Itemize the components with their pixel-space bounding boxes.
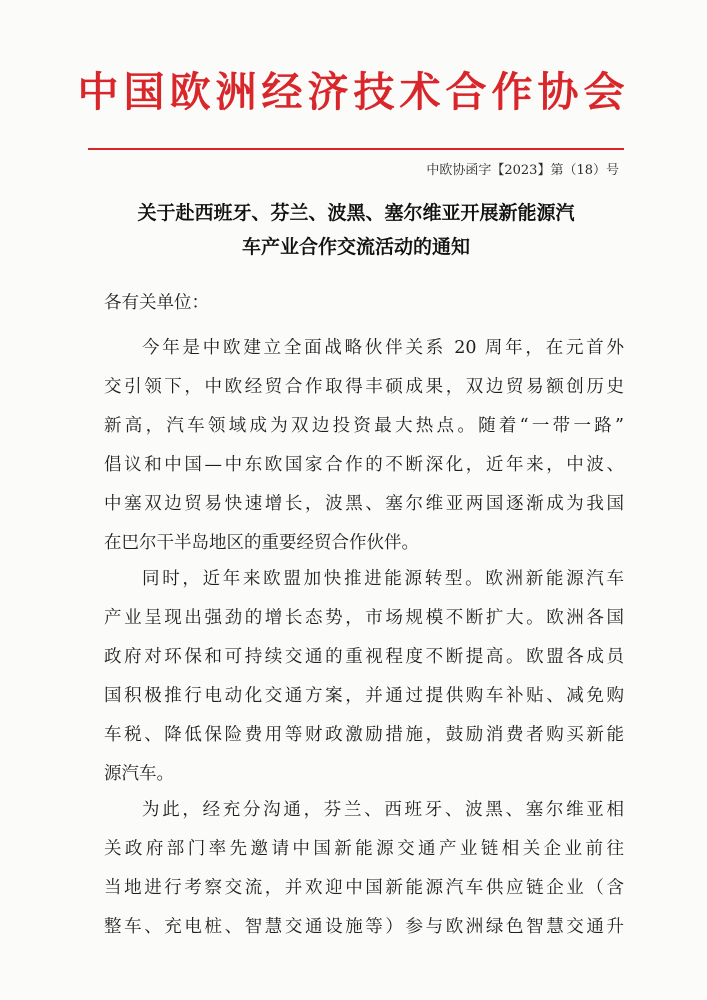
body-line: 为此，经充分沟通，芬兰、西班牙、波黑、塞尔维亚相 [142, 800, 624, 820]
salutation: 各有关单位： [104, 293, 209, 313]
notice-title-line-1: 关于赴西班牙、芬兰、波黑、塞尔维亚开展新能源汽 [137, 202, 575, 224]
body-line: 车税、降低保险费用等财政激励措施，鼓励消费者购买新能 [104, 725, 624, 745]
body-line: 在巴尔干半岛地区的重要经贸合作伙伴。 [104, 533, 419, 553]
body-line: 今年是中欧建立全面战略伙伴关系 20 周年，在元首外 [142, 338, 624, 358]
notice-title [88, 196, 624, 264]
notice-title-line-2: 车产业合作交流活动的通知 [241, 236, 470, 258]
body-line: 交引领下，中欧经贸合作取得丰硕成果，双边贸易额创历史 [104, 377, 624, 397]
body-line: 倡议和中国—中东欧国家合作的不断深化，近年来，中波、 [104, 455, 624, 475]
letterhead-red-rule [88, 148, 624, 150]
body-line: 同时，近年来欧盟加快推进能源转型。欧洲新能源汽车 [142, 569, 624, 589]
body-line: 源汽车。 [104, 764, 174, 784]
organization-letterhead: 中国欧洲经济技术合作协会 [77, 68, 630, 116]
document-number: 中欧协函字【2023】第（18）号 [426, 163, 619, 178]
body-line: 产业呈现出强劲的增长态势，市场规模不断扩大。欧洲各国 [104, 608, 624, 628]
body-line: 新高，汽车领域成为双边投资最大热点。随着“一带一路” [104, 416, 624, 436]
body-line: 国积极推行电动化交通方案，并通过提供购车补贴、减免购 [104, 686, 624, 706]
body-line: 整车、充电桩、智慧交通设施等）参与欧洲绿色智慧交通升 [104, 917, 624, 937]
body-line: 政府对环保和可持续交通的重视程度不断提高。欧盟各成员 [104, 647, 624, 667]
body-line: 中塞双边贸易快速增长，波黑、塞尔维亚两国逐渐成为我国 [104, 494, 624, 514]
body-line: 关政府部门率先邀请中国新能源交通产业链相关企业前往 [104, 839, 624, 859]
body-line: 当地进行考察交流，并欢迎中国新能源汽车供应链企业（含 [104, 878, 624, 898]
